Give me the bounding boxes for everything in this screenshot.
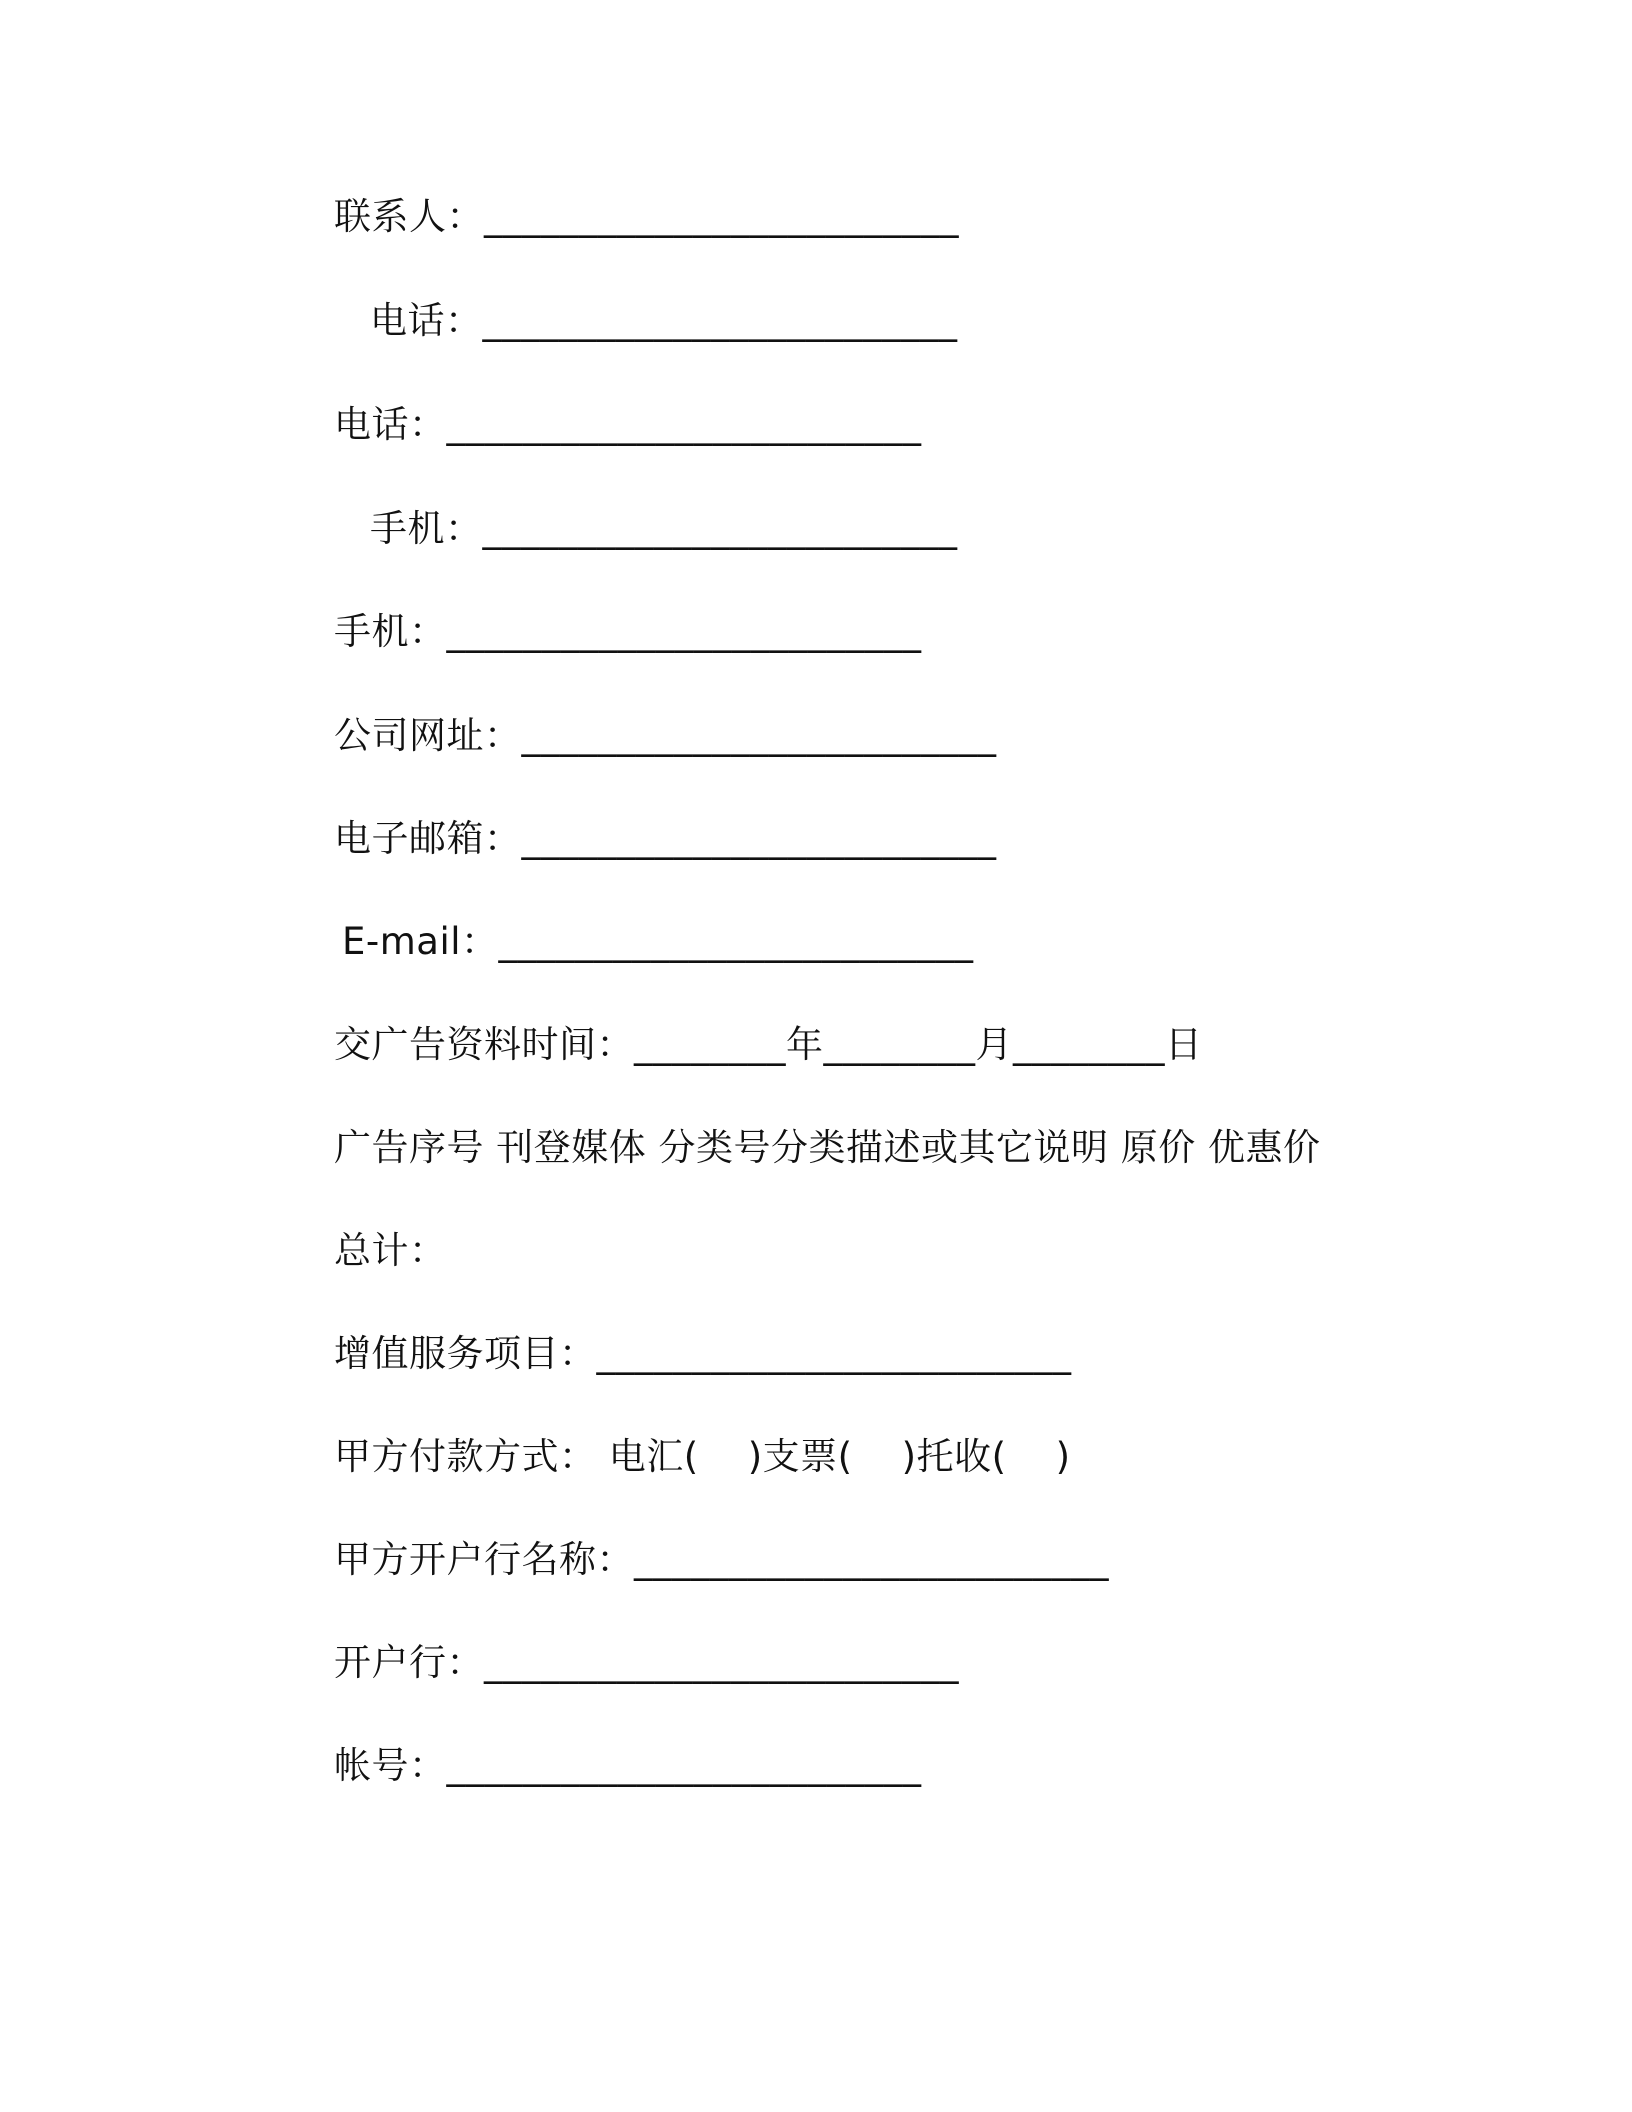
bank-name-field[interactable]: 甲方开户行名称：_________________________: [334, 1538, 1109, 1581]
phone-field-indented[interactable]: 电话：_________________________: [370, 299, 958, 342]
payment-method-field[interactable]: 甲方付款方式： 电汇( )支票( )托收( ): [334, 1435, 1071, 1478]
account-number-field[interactable]: 帐号：_________________________: [334, 1744, 922, 1787]
ad-material-date-field[interactable]: 交广告资料时间：________年________月________日: [334, 1023, 1203, 1066]
total-label: 总计：: [334, 1229, 447, 1272]
bank-field[interactable]: 开户行：_________________________: [334, 1641, 959, 1684]
contact-person-field[interactable]: 联系人：_________________________: [334, 195, 959, 238]
company-website-field[interactable]: 公司网址：_________________________: [334, 714, 997, 757]
mobile-field-indented[interactable]: 手机：_________________________: [370, 507, 958, 550]
email-field[interactable]: E-mail：_________________________: [342, 920, 974, 963]
phone-field[interactable]: 电话：_________________________: [334, 403, 922, 446]
email-cn-field[interactable]: 电子邮箱：_________________________: [334, 817, 997, 860]
value-added-services-field[interactable]: 增值服务项目：_________________________: [334, 1332, 1072, 1375]
mobile-field[interactable]: 手机：_________________________: [334, 610, 922, 653]
ad-table-header: 广告序号 刊登媒体 分类号分类描述或其它说明 原价 优惠价: [334, 1126, 1321, 1169]
